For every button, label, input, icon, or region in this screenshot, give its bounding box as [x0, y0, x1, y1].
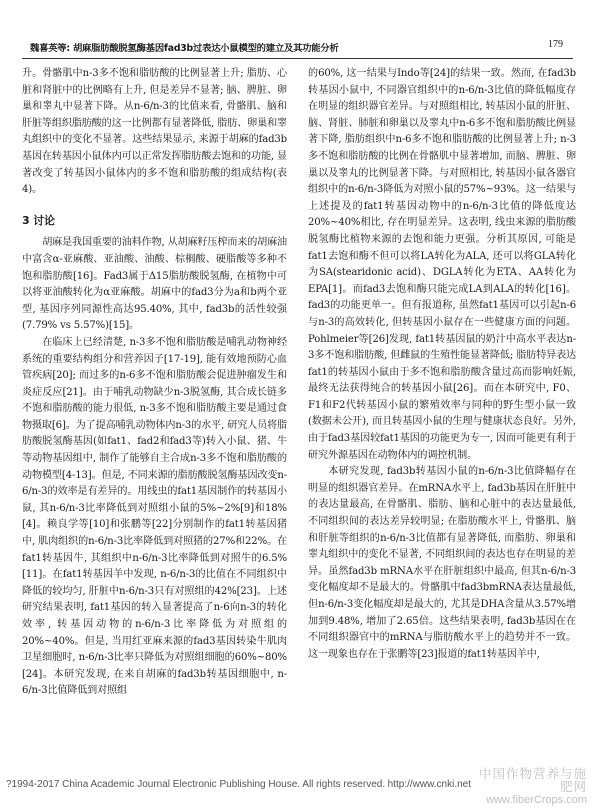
copyright-notice: ?1994-2017 China Academic Journal Electronic Publishing House. All rights reserved.	[6, 779, 386, 790]
paragraph-results-continued: 升。骨骼肌中n-3多不饱和脂肪酸的比例显著上升; 脂肪、心脏和肾脏中的比例略有上升, 但是差异不显著; 脑、脾脏、卵巢和睾丸中显著下降。从n-6/n-3的比值来看, 骨骼肌、脑和肝脏等组织脂肪酸的这一比例都有显著降低, 脂肪、卵巢和睾丸组织中的变化不显著。这些结果显示, 来源于胡麻的fad3b基因在转基因小鼠体内可以正常发挥脂肪酸去饱和的功能, 显著改变了转基因小鼠体内的多不饱和脂肪酸的组成结构(表4)。	[22, 68, 287, 196]
watermark-en-text: www.fiberCrops.com	[486, 794, 587, 806]
watermark-cn-text: 中国作物营养与施肥网	[478, 767, 587, 794]
section-heading-discussion: 3 讨论	[22, 213, 55, 227]
running-title: 魏喜英等: 胡麻脂肪酸脱氢酶基因fad3b过表达小鼠模型的建立及其功能分析	[30, 43, 339, 54]
paragraph-clinical: 在临床上已经清楚, n-3多不饱和脂肪酸是哺乳动物神经系统的重要结构组分和营养因子[17-19], 能有效地预防心血管疾病[20]; 而过多的n-6多不饱和脂肪酸会促进肿瘤发生和炎症反应[21]。由于哺乳动物缺少n-3脱氢酶, 其合成长链多不饱和脂肪酸的能力很低, n-3多不饱和脂肪酸主要是通过食物摄取[6]。为了提高哺乳动物体内n-3的水平, 研究人员将脂肪酸脱氢酶基因(如fat1、fad2和fad3等)转入小鼠、猪、牛等动物基因组中, 制作了能够自主合成n-3多不饱和脂肪酸的动物模型[4-13]。但是, 不同来源的脂肪酸脱氢酶基因改变n-6/n-3的效率是有差异的。用线虫的fat1基因制作的转基因小鼠, 其n-6/n-3比率降低到对照组小鼠的5%~2%[9]和18%[4]。赖良学等[10]和张鹏等[22]分别制作的fat1转基因猪中, 肌肉组织的n-6/n-3比率降低到对照猪的27%和22%。在fat1转基因牛, 其组织中n-6/n-3比率降低到对照牛的6.5%[11]。在fat1转基因羊中发现, n-6/n-3的比值在不同组织中降低的较均匀, 肝脏中n-6/n-3只有对照组的42%[23]。上述研究结果表明, fat1基因的转入显著提高了n-6向n-3的转化效率, 转基因动物的n-6/n-3比率降低为对照组的20%~40%。但是, 当用红亚麻来源的fad3基因转染牛肌肉卫星细胞时, n-6/n-3比率只降低为对照组细胞的60%~80%[24]。本研究发现, 在来自胡麻的fad3b转基因细胞中, n-6/n-3比值降低到对照组	[22, 336, 287, 697]
header-rule	[22, 58, 573, 59]
paragraph-comparison: 的60%, 这一结果与Indo等[24]的结果一致。然而, 在fad3b转基因小鼠中, 不同器官组织中的n-6/n-3比值的降低幅度存在明显的组织器官差异。与对照组相比, 转基因小鼠的肝脏、脑、肾脏、肺脏和卵巢以及睾丸中n-6多不饱和脂肪酸比例显著下降, 脂肪组织中n-6多不饱和脂肪酸的比例显著上升; n-3多不饱和脂肪酸的比例在骨骼肌中显著增加, 而脑、脾脏、卵巢以及睾丸的比例显著下降。与对照相比, 转基因小鼠各器官组织中的n-6/n-3降低为对照小鼠的57%~93%。这一结果与上述提及的fat1转基因动物中的n-6/n-3比值的降低度达20%~40%相比, 存在明显差异。这表明, 线虫来源的脂肪酸脱氢酶比植物来源的去饱和能力更强。分析其原因, 可能是fat1去饱和酶不但可以将LA转化为ALA, 还可以将GLA转化为SA(stearidonic acid)、DGLA转化为ETA、AA转化为EPA[1]。而fad3去饱和酶只能完成LA到ALA的转化[16]。fad3的功能更单一。但有报道称, 虽然fat1基因可以引起n-6与n-3的高效转化, 但转基因小鼠存在一些健康方面的问题。Pohlmeier等[26]发现, fat1转基因鼠的奶汁中高水平表达n-3多不饱和脂肪酸, 但雌鼠的生殖性能显著降低; 脂肪特异表达fat1的转基因小鼠由于多不饱和脂肪酸含量过高而影响妊娠, 最终无法获得纯合的转基因小鼠[26]。而在本研究中, F0、F1和F2代转基因小鼠的繁殖效率与同种的野生型小鼠一致(数据未公开), 而且转基因小鼠的生理与健康状态良好。另外, 由于fad3基因较fat1基因的功能更为专一, 因而可能更有利于研究外源基因在动物体内的调控机制。	[308, 68, 576, 461]
right-column	[308, 66, 576, 663]
site-watermark	[467, 767, 587, 806]
paragraph-tissue-differences: 本研究发现, fad3b转基因小鼠的n-6/n-3比值降幅存在明显的组织器官差异。在mRNA水平上, fad3b基因在肝脏中的表达量最高, 在骨骼肌、脂肪、脑和心脏中的表达量最低, 不同组织间的表达差异较明显; 在脂肪酸水平上, 骨骼肌、脑和肝脏等组织的n-6/n-3比值都有显著降低, 而脂肪、卵巢和睾丸组织中的变化不显著, 不同组织间的表达也存在明显的差异。虽然fad3b mRNA水平在肝脏组织中最高, 但其n-6/n-3变化幅度却不是最大的。骨骼肌中fad3bmRNA表达量最低, 但n-6/n-3变化幅度却是最大的, 尤其是DHA含量从3.57%增加到9.48%, 增加了2.65倍。这些结果表明, fad3b基因在在不同组织器官中的mRNA与脂肪酸水平上的趋势并不一致。这一现象也存在于张鹏等[23]报道的fat1转基因羊中,	[308, 466, 576, 660]
page-number: 179	[548, 39, 563, 50]
page-footer	[6, 767, 589, 806]
paragraph-flax-intro: 胡麻是我国重要的油料作物, 从胡麻籽压榨而来的胡麻油中富含α-亚麻酸、亚油酸、油酸、棕榈酸、硬脂酸等多种不饱和脂肪酸[16]。Fad3属于Δ15脂肪酸脱氢酶, 在植物中可以将亚油酸转化为α亚麻酸。胡麻中的fad3分为a和b两个亚型, 基因序列同源性高达95.40%, 其中, fad3b的活性较强(7.79% vs 5.57%)[15]。	[22, 237, 287, 332]
cnki-url[interactable]: http://www.cnki.net	[387, 779, 471, 790]
running-header	[22, 36, 577, 54]
left-column	[22, 66, 287, 700]
